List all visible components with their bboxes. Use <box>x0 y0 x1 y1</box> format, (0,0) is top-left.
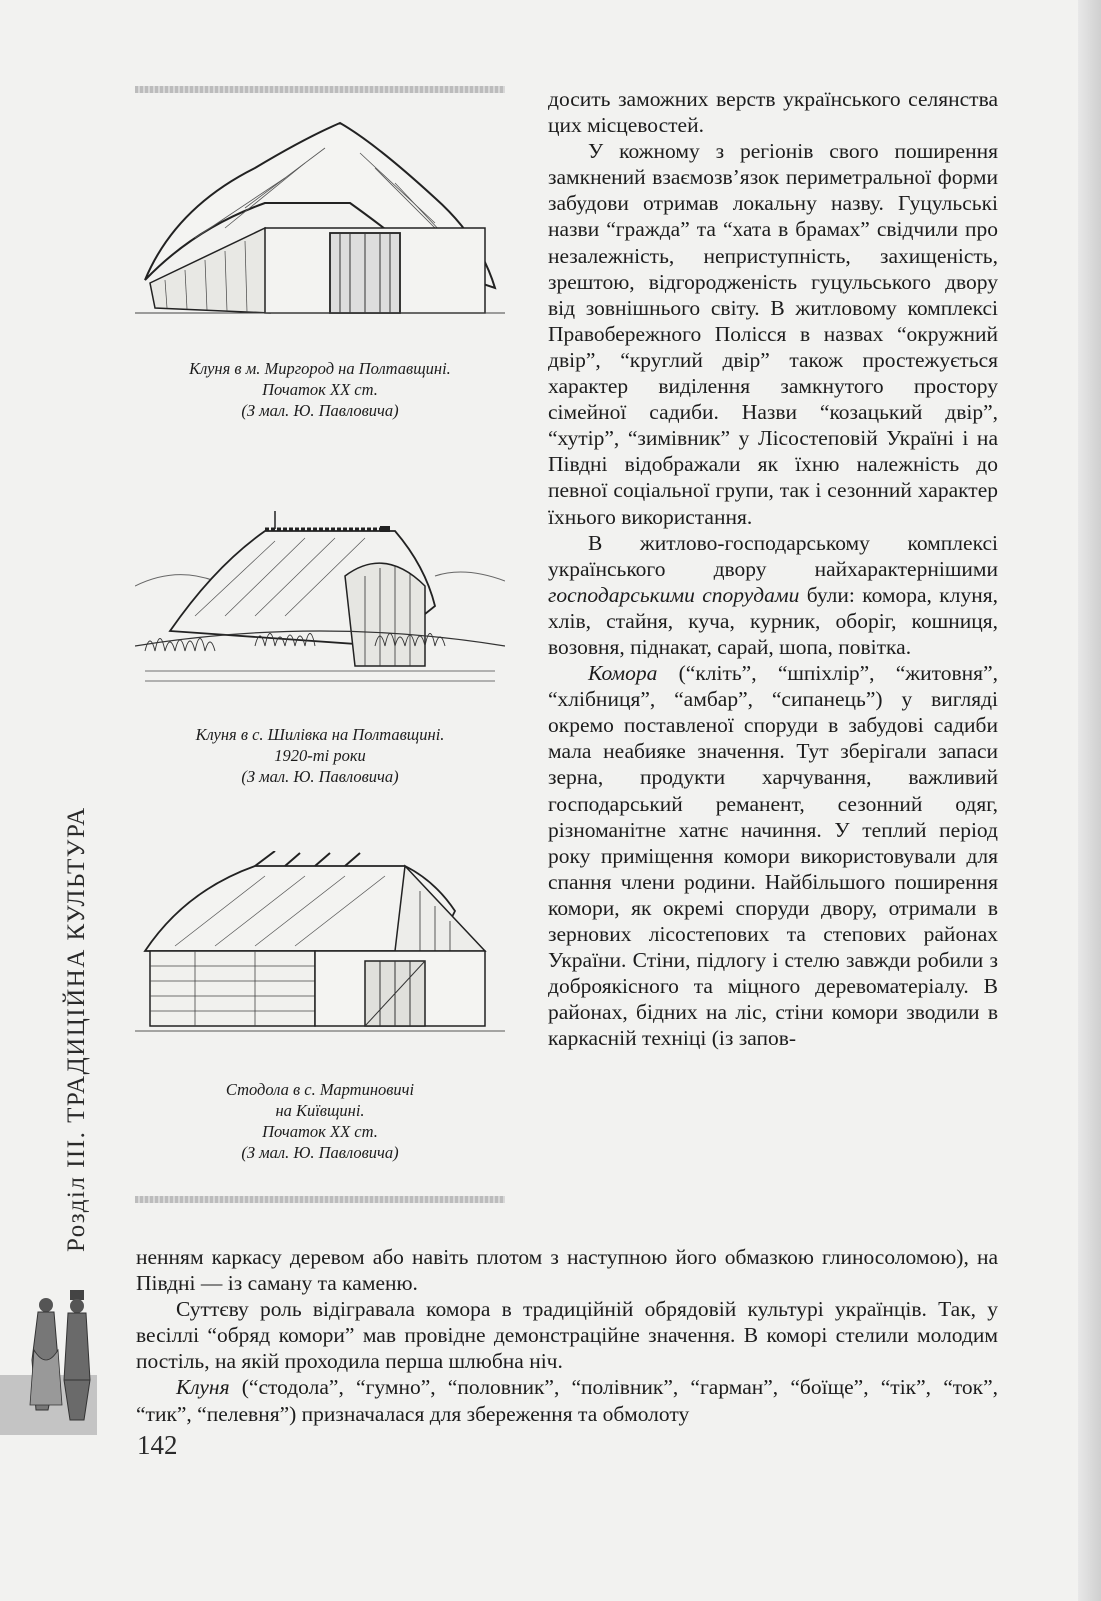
page-number: 142 <box>137 1430 178 1460</box>
figure-caption-1 <box>135 358 505 421</box>
paragraph-klunia <box>136 1374 998 1426</box>
caption-line: Клуня в м. Миргород на Полтавщині. <box>189 359 451 378</box>
figure-caption-3 <box>135 1079 505 1163</box>
page-edge-shadow <box>1078 0 1101 1601</box>
figure-caption-2 <box>135 724 505 787</box>
caption-line: (З мал. Ю. Павловича) <box>241 1143 399 1162</box>
caption-line: 1920-ті роки <box>274 746 366 765</box>
paragraph-regional-names: У кожному з регіонів свого поширення замкнений взаємозв’язок периметральної форми забудови отримав локальну назву. Гуцульські назви “гражда” та “хата в брамах” свідчили про незалежність, неприступність, захищеність, зрештою, відгородженість гуцульського двору від зовнішнього світу. В житловому комплексі Правобережного Полісся в назвах “окружний двір”, “круглий двір” також простежується характер виділення замкнутого простору сімейної садиби. Назви “козацький двір”, “хутір”, “зимівник” у Лісостеповій Україні і на Півдні відображали як їхню належність до певної соціальної групи, так і сезонний характер їхнього використання. <box>548 139 998 529</box>
full-width-text <box>136 1244 998 1427</box>
caption-line: (З мал. Ю. Павловича) <box>241 767 399 786</box>
barn-illustration-3 <box>135 851 505 1061</box>
paragraph-continuation: досить заможних верств українського селянства цих місцевостей. <box>548 87 998 138</box>
figure-barn-martynovychi <box>135 851 505 1163</box>
caption-line: Стодола в с. Мартиновичі <box>225 1080 415 1099</box>
emphasis-term: Клуня <box>176 1375 230 1400</box>
text-column <box>548 86 998 1051</box>
text-run: В житлово-господарському комплексі українського двору найхарактернішими <box>548 530 998 581</box>
paragraph-wedding-rite: Суттєву роль відігравала комора в традиційній обрядовій культурі українців. Так, у весіллі “обряд комори” мав провідне демонстраційне значення. В коморі стелили молодим постіль, на якій проходила перша шлюбна ніч. <box>136 1297 998 1374</box>
caption-line: Початок XX ст. <box>262 380 378 399</box>
caption-line: (З мал. Ю. Павловича) <box>241 401 399 420</box>
caption-line: Клуня в с. Шилівка на Полтавщині. <box>195 725 445 744</box>
figure-barn-myrhorod <box>135 108 505 421</box>
section-title-vertical: Розділ III. ТРАДИЦІЙНА КУЛЬТУРА <box>63 806 90 1252</box>
barn-illustration-2 <box>135 496 505 696</box>
paragraph-komora <box>548 660 998 1051</box>
decorative-bar-top <box>135 86 505 93</box>
text-run: були: комора, клуня, хлів, стайня, куча, курник, оборіг, кошниця, возовня, піднакат, сарай, шопа, повітка. <box>548 582 999 659</box>
figure-barn-shylivka <box>135 496 505 787</box>
decorative-bar-bottom <box>135 1196 505 1203</box>
paragraph-outbuildings <box>548 530 998 660</box>
text-run: (“стодола”, “гумно”, “половник”, “полівник”, “гарман”, “боїще”, “тік”, “ток”, “тик”, “пелевня”) призначалася для збереження та обмолоту <box>136 1375 998 1426</box>
emphasis-term: Комора <box>588 661 658 686</box>
text-run: (“кліть”, “шпіхлір”, “житовня”, “хлібниця”, “амбар”, “сипанець”) у вигляді окремо поставленої споруди в забудові садиби мала неабияке значення. Тут зберігали запаси зерна, продукти харчування, важливий господарський реманент, сезонний одяг, різноманітне хатнє начиння. У теплий період року приміщення комори використовували для спання члени родини. Найбільшого поширення комори, як окремі споруди двору, отримали в зернових лісостепових та степових районах України. Стіни, підлогу і стелю завжди робили з доброякісного та міцного деревоматеріалу. В районах, бідних на ліс, стіни комори зводили в каркасній техніці (із запов- <box>548 661 998 1051</box>
paragraph-komora-continued: ненням каркасу деревом або навіть плотом з наступною його обмазкою глиносоломою), на Півдні — із саману та каменю. <box>136 1245 998 1296</box>
folk-couple-icon <box>28 1290 98 1430</box>
caption-line: Початок XX ст. <box>262 1122 378 1141</box>
emphasis-term: господарськими спорудами <box>548 582 800 607</box>
barn-illustration-1 <box>135 108 505 318</box>
caption-line: на Київщині. <box>275 1101 365 1120</box>
